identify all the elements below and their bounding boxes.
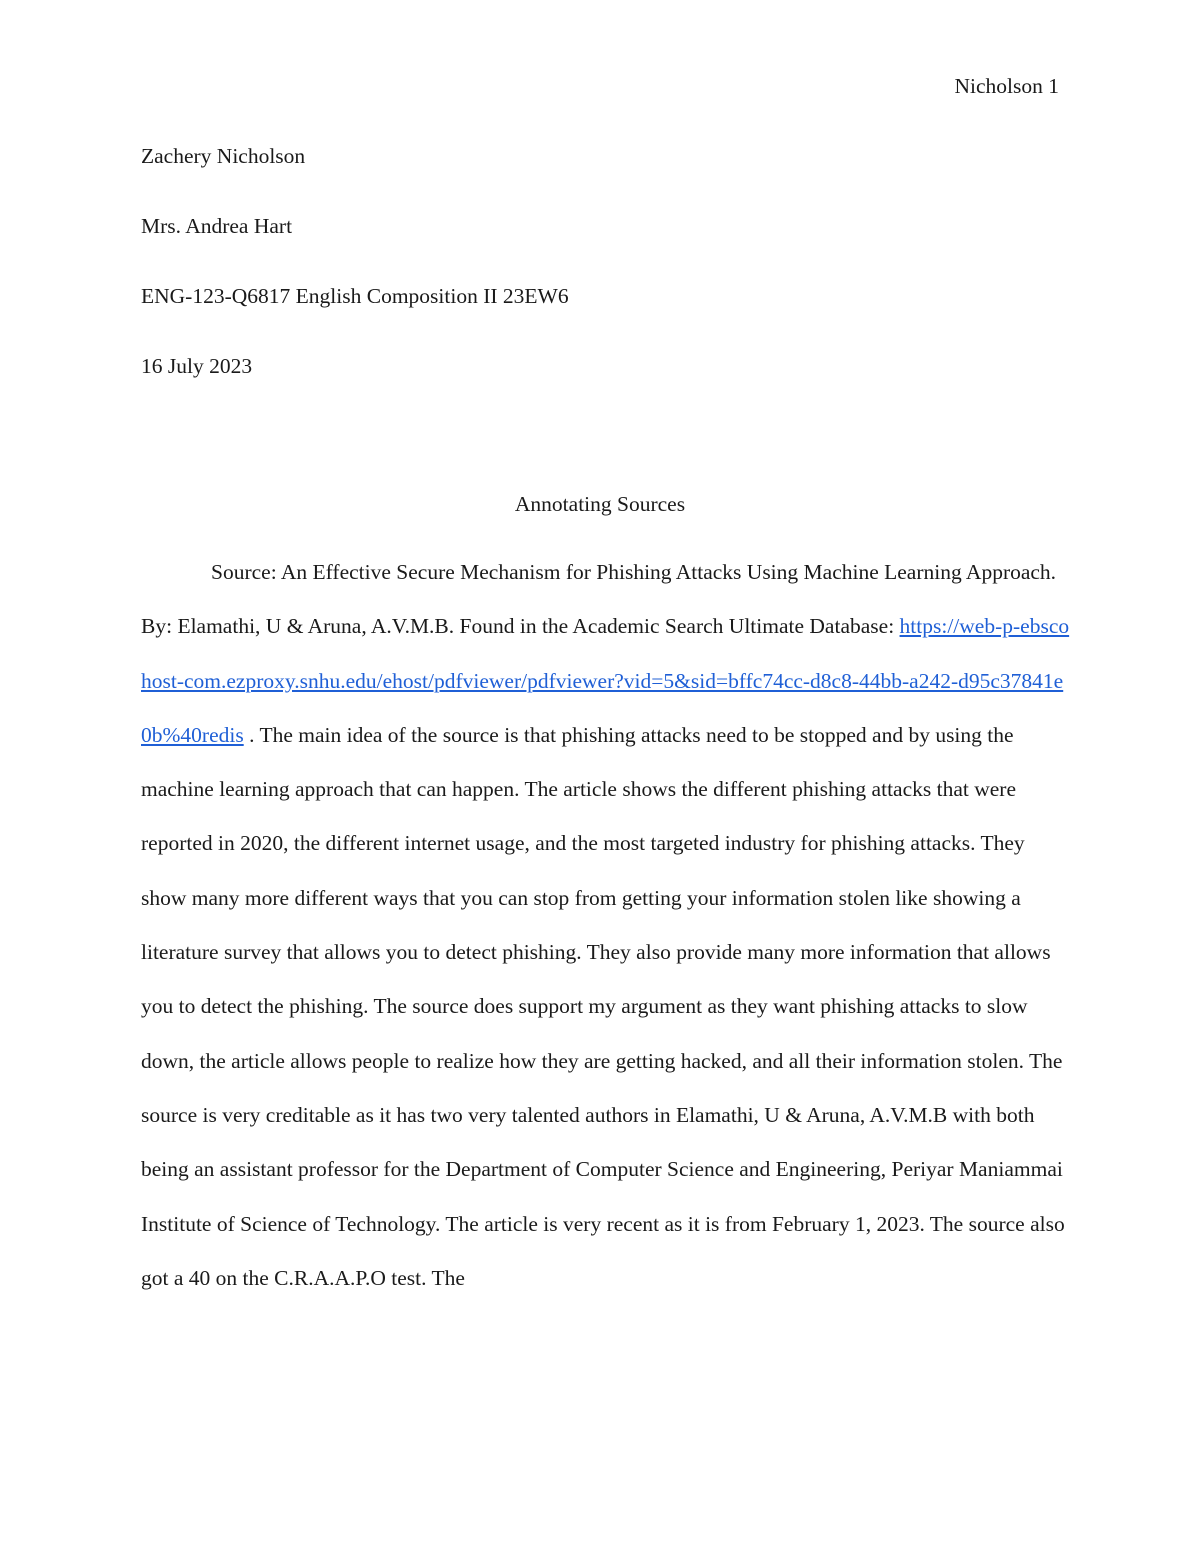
document-title: Annotating Sources xyxy=(514,492,686,516)
mla-heading xyxy=(141,142,569,422)
running-head: Nicholson 1 xyxy=(954,74,1059,98)
source-link[interactable]: https://web-p-ebscohost-com.ezproxy.snhu.edu/ehost/pdfviewer/pdfviewer?vid=5&sid=bffc74cc-d8c8-44bb-a242-d95c37841e0b%40redis xyxy=(141,614,1070,747)
body-paragraph xyxy=(141,545,1071,1305)
student-name: Zachery Nicholson xyxy=(141,144,306,168)
source-intro-text: Source: An Effective Secure Mechanism for Phishing Attacks Using Machine Learning Approach. By: Elamathi, U & Aruna, A.V.M.B. Found in the Academic Search Ultimate Database: xyxy=(141,560,1057,639)
document-date: 16 July 2023 xyxy=(141,354,253,378)
course-name: ENG-123-Q6817 English Composition II 23EW6 xyxy=(141,284,569,308)
body-text xyxy=(141,545,1071,1305)
annotation-text: . The main idea of the source is that phishing attacks need to be stopped and by using the machine learning approach that can happen. The article shows the different phishing attacks that were reported in 2020, the different internet usage, and the most targeted industry for phishing attacks. They show many more different ways that you can stop from getting your information stolen like showing a literature survey that allows you to detect phishing. They also provide many more information that allows you to detect the phishing. The source does support my argument as they want phishing attacks to slow down, the article allows people to realize how they are getting hacked, and all their information stolen. The source is very creditable as it has two very talented authors in Elamathi, U & Aruna, A.V.M.B with both being an assistant professor for the Department of Computer Science and Engineering, Periyar Maniammai Institute of Science of Technology. The article is very recent as it is from February 1, 2023. The source also got a 40 on the C.R.A.A.P.O test. The xyxy=(141,722,1065,1290)
instructor-name: Mrs. Andrea Hart xyxy=(141,214,293,238)
